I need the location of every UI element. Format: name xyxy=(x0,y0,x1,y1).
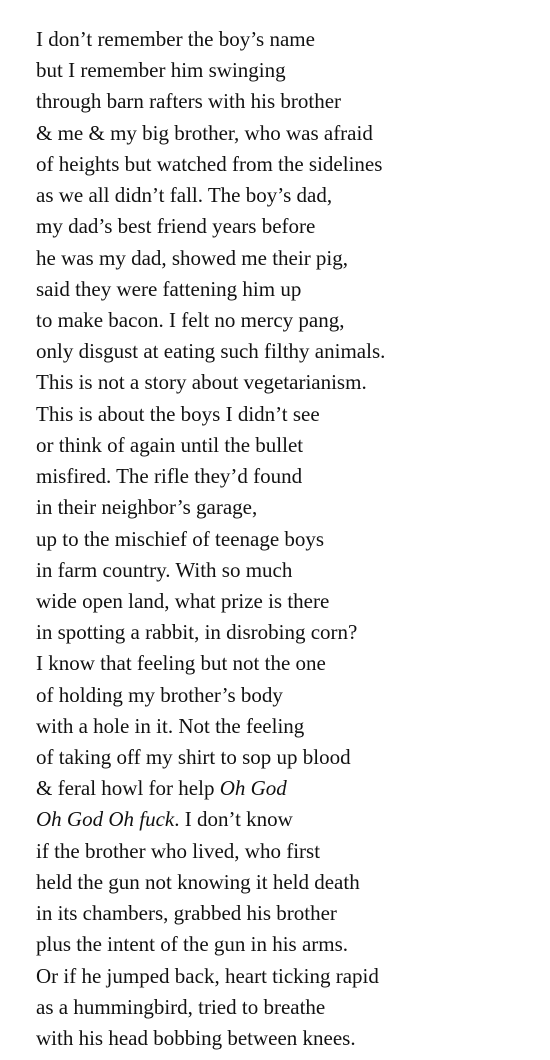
poem-line xyxy=(36,336,385,367)
poem-line xyxy=(36,524,385,555)
line-text: in farm country. With so much xyxy=(36,557,293,582)
poem-line xyxy=(36,367,385,398)
line-text: in their neighbor’s garage, xyxy=(36,495,258,520)
line-text: plus the intent of the gun in his arms. xyxy=(36,932,349,957)
poem-line xyxy=(36,898,385,929)
line-text: but I remember him swinging xyxy=(36,58,286,83)
poem-line xyxy=(36,617,385,648)
poem-line xyxy=(36,430,385,461)
line-text: held the gun not knowing it held death xyxy=(36,869,360,894)
poem-line xyxy=(36,274,385,305)
poem-line xyxy=(36,180,385,211)
poem-line xyxy=(36,992,385,1023)
line-text-italic: Oh God Oh fuck xyxy=(36,807,175,832)
line-text: of holding my brother’s body xyxy=(36,682,283,707)
line-text: Or if he jumped back, heart ticking rapid xyxy=(36,963,379,988)
line-text: of heights but watched from the sidelines xyxy=(36,151,383,176)
poem-line xyxy=(36,118,385,149)
poem-line xyxy=(36,648,385,679)
line-text: said they were fattening him up xyxy=(36,276,302,301)
poem-line xyxy=(36,929,385,960)
line-text: in its chambers, grabbed his brother xyxy=(36,901,337,926)
line-text: with his head bobbing between knees. xyxy=(36,1026,356,1050)
poem-line xyxy=(36,24,385,55)
poem-line xyxy=(36,586,385,617)
line-text: . I don’t know xyxy=(174,807,293,832)
line-text: to make bacon. I felt no mercy pang, xyxy=(36,307,345,332)
line-text: he was my dad, showed me their pig, xyxy=(36,245,349,270)
poem-line xyxy=(36,836,385,867)
poem-line xyxy=(36,804,385,835)
poem-line xyxy=(36,1023,385,1054)
line-text: & me & my big brother, who was afraid xyxy=(36,120,373,145)
poem-line xyxy=(36,86,385,117)
line-text: & feral howl for help xyxy=(36,776,220,801)
poem-line xyxy=(36,961,385,992)
poem-line xyxy=(36,461,385,492)
line-text: with a hole in it. Not the feeling xyxy=(36,713,305,738)
line-text: in spotting a rabbit, in disrobing corn? xyxy=(36,620,358,645)
line-text: my dad’s best friend years before xyxy=(36,214,316,239)
line-text: or think of again until the bullet xyxy=(36,432,304,457)
line-text: I know that feeling but not the one xyxy=(36,651,326,676)
poem-line xyxy=(36,243,385,274)
poem-line xyxy=(36,773,385,804)
poem-line xyxy=(36,555,385,586)
poem-line xyxy=(36,149,385,180)
poem-line xyxy=(36,305,385,336)
line-text: as a hummingbird, tried to breathe xyxy=(36,994,326,1019)
line-text: This is about the boys I didn’t see xyxy=(36,401,320,426)
line-text: up to the mischief of teenage boys xyxy=(36,526,325,551)
poem-line xyxy=(36,211,385,242)
poem-line xyxy=(36,492,385,523)
poem-line xyxy=(36,399,385,430)
line-text: This is not a story about vegetarianism. xyxy=(36,370,367,395)
poem-line xyxy=(36,680,385,711)
line-text: misfired. The rifle they’d found xyxy=(36,464,303,489)
line-text: as we all didn’t fall. The boy’s dad, xyxy=(36,183,333,208)
line-text: of taking off my shirt to sop up blood xyxy=(36,745,351,770)
line-text: I don’t remember the boy’s name xyxy=(36,27,315,51)
line-text: if the brother who lived, who first xyxy=(36,838,321,863)
poem-line xyxy=(36,711,385,742)
line-text: through barn rafters with his brother xyxy=(36,89,342,114)
poem-text xyxy=(36,24,385,1054)
poem-line xyxy=(36,55,385,86)
line-text-italic: Oh God xyxy=(219,776,287,801)
poem-line xyxy=(36,867,385,898)
line-text: only disgust at eating such filthy animals. xyxy=(36,339,386,364)
line-text: wide open land, what prize is there xyxy=(36,588,330,613)
poem-line xyxy=(36,742,385,773)
